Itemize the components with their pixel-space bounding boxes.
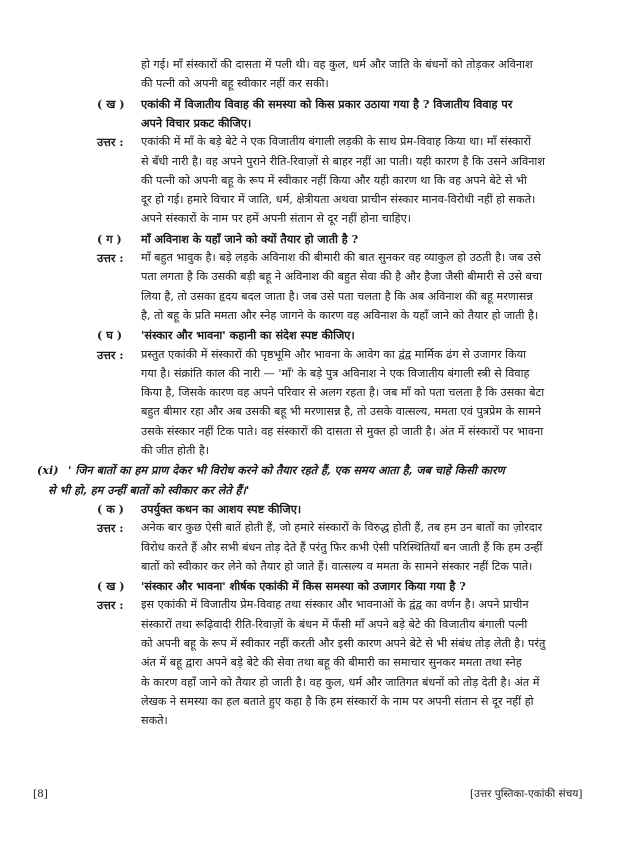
quote-line: ' जिन बातों का हम प्राण देकर भी विरोध करने को तैयार रहते हैं, एक समय आता है, जब चाहे किसी कारण [68,463,505,478]
question-label: ( घ ) [97,328,122,343]
answer-line: अंत में बहू द्वारा अपने बड़े बेटे की सेवा तथा बहू की बीमारी का समाचार सुनकर ममता तथा स्नेह [141,656,522,670]
answer-line: की पत्नी को अपनी बहू के रूप में स्वीकार नहीं किया और यही कारण था कि वह अपने बेटे से भी [141,173,527,187]
answer-line: गया है। संक्रांति काल की नारी — 'माँ' के बड़े पुत्र अविनाश ने एक विजातीय बंगाली स्त्री से विवाह [141,366,530,380]
answer-line: अनेक बार कुछ ऐसी बातें होती हैं, जो हमारे संस्कारों के विरुद्ध होती हैं, तब हम उन बातों का ज़ोरदार [141,521,543,535]
question-label: ( ख ) [97,579,125,594]
answer-line: पता लगता है कि उसकी बड़ी बहू ने अविनाश की बहुत सेवा की है और हैजा जैसी बीमारी से उसे बचा [141,270,542,284]
answer-label: उत्तर : [97,598,124,613]
question-label: ( ग ) [97,231,122,246]
answer-line: संस्कारों तथा रूढ़िवादी रीति-रिवाज़ों के बंधन में फँसी माँ अपने बड़े बेटे की विजातीय बंगाली पत्नी [141,617,528,631]
answer-line: बातों को स्वीकार कर लेने को तैयार हो जाते हैं। वात्सल्य व ममता के सामने संस्कार नहीं टिक पाते। [141,559,533,573]
answer-line: को अपनी बहू के रूप में स्वीकार नहीं करती और इसी कारण अपने बेटे से भी संबंध तोड़ लेती है। परंतु [141,637,546,650]
answer-line: एकांकी में माँ के बड़े बेटे ने एक विजातीय बंगाली लड़की के साथ प्रेम-विवाह किया था। माँ संस्कारों [141,135,531,149]
answer-label: उत्तर : [97,135,124,150]
answer-line: उसके संस्कार नहीं टिक पाते। वह संस्कारों की दासता से मुक्त हो जाती है। अंत में संस्कारों पर भावना [141,424,544,438]
answer-line: बहुत बीमार रहा और अब उसकी बहू भी मरणासन्न है, तो उसके वात्सल्य, ममता एवं पुत्रप्रेम के सामने [141,405,542,419]
answer-line: है, तो बहू के प्रति ममता और स्नेह जागने के कारण वह अविनाश के यहाँ जाने को तैयार हो जाती है। [141,308,539,322]
answer-line: अपने संस्कारों के नाम पर हमें अपनी संतान से दूर नहीं होना चाहिए। [141,212,412,226]
answer-line: की जीत होती है। [141,444,210,457]
answer-line: से बँधी नारी है। वह अपने पुराने रीति-रिवाज़ों से बाहर नहीं आ पाती। यही कारण है कि उसने अविनाश [141,154,545,168]
book-title: [उत्तर पुस्तिका-एकांकी संचय] [470,788,583,800]
answer-line: प्रस्तुत एकांकी में संस्कारों की पृष्ठभूमि और भावना के आवेग का द्वंद्व मार्मिक ढंग से उजागर किया [141,347,527,361]
question-line: एकांकी में विजातीय विवाह की समस्या को किस प्रकार उठाया गया है ? विजातीय विवाह पर [141,96,513,111]
answer-line: लिया है, तो उसका हृदय बदल जाता है। जब उसे पता चलता है कि अब अविनाश की बहू मरणासन्न [141,289,533,303]
question-line: 'संस्कार और भावना' कहानी का संदेश स्पष्ट कीजिए। [141,328,355,343]
question-label: ( ख ) [97,96,125,111]
answer-line: किया है, जिसके कारण वह अपने परिवार से अलग रहता है। जब माँ को पता चलता है कि उसका बेटा [141,386,545,400]
quote-number-label: (xi) [37,463,59,478]
page-number: [8] [33,788,48,800]
question-label: ( क ) [97,501,124,516]
paragraph-line: हो गई। माँ संस्कारों की दासता में पली थी। वह कुल, धर्म और जाति के बंधनों को तोड़कर अविनाश [141,58,533,71]
answer-line: सकते। [141,714,168,728]
answer-line: के कारण वहाँ जाने को तैयार हो जाती है। वह कुल, धर्म और जातिगत बंधनों को तोड़ देती है। अंत में [141,675,540,689]
answer-line: विरोध करते हैं और सभी बंधन तोड़ देते हैं परंतु फिर कभी ऐसी परिस्थितियाँ बन जाती हैं कि हम उन्हीं [141,540,543,554]
answer-line: माँ बहुत भावुक है। बड़े लड़के अविनाश की बीमारी की बात सुनकर वह व्याकुल हो उठती है। जब उसे [141,251,541,264]
question-line: माँ अविनाश के यहाँ जाने को क्यों तैयार हो जाती है ? [141,231,359,246]
answer-line: दूर हो गई। हमारे विचार में जाति, धर्म, क्षेत्रीयता अथवा प्राचीन संस्कार मानव-विरोधी नहीं हो सकते। [141,193,536,207]
quote-line: से भी हो, हम उन्हीं बातों को स्वीकार कर लेते हैं।' [48,482,250,497]
answer-line: इस एकांकी में विजातीय प्रेम-विवाह तथा संस्कार और भावनाओं के द्वंद्व का वर्णन है। अपने प्राचीन [141,598,529,612]
question-line: 'संस्कार और भावना' शीर्षक एकांकी में किस समस्या को उजागर किया गया है ? [141,579,466,594]
answer-label: उत्तर : [97,251,124,265]
question-line: उपर्युक्त कथन का आशय स्पष्ट कीजिए। [141,501,302,516]
paragraph-line: की पत्नी को अपनी बहू स्वीकार नहीं कर सकी। [141,77,329,91]
answer-line: लेखक ने समस्या का हल बताते हुए कहा है कि हम संस्कारों के नाम पर अपनी संतान से दूर नहीं हो [141,694,534,708]
question-line: अपने विचार प्रकट कीजिए। [141,115,252,130]
answer-label: उत्तर : [97,521,124,536]
answer-label: उत्तर : [97,347,124,362]
